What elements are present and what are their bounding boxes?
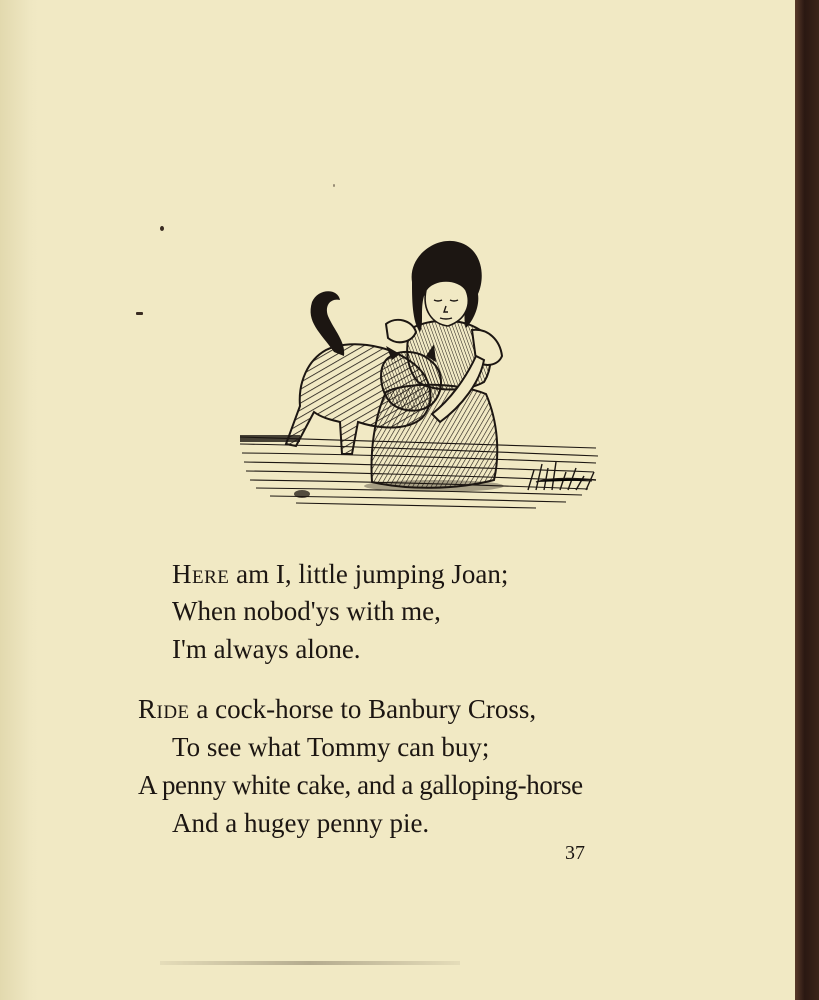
verse2-line1 [138,690,536,728]
verse1-line2: When nobod'ys with me, [172,596,441,626]
page-number: 37 [565,842,585,864]
ink-speck [333,184,335,187]
page-gutter [0,0,38,1000]
verse2-line4: And a hugey penny pie. [172,808,430,838]
verse2-line1-text: a cock-horse to Banbury Cross, [189,694,537,724]
verse2-line3: A penny white cake, and a galloping-horse [138,770,583,800]
girl-with-cat-engraving [236,232,604,522]
ink-speck [160,226,164,231]
book-spine [795,0,819,1000]
verse2-lead-word: Ride [138,694,190,724]
verse1-lead-word: Here [172,559,230,589]
verse1-line1-text: am I, little jumping Joan; [229,559,509,589]
page-shadow [160,961,460,965]
verse2-line2: To see what Tommy can buy; [172,732,490,762]
verse1-line1 [172,555,508,593]
ink-speck [136,312,143,315]
verse1-line3: I'm always alone. [172,634,361,664]
